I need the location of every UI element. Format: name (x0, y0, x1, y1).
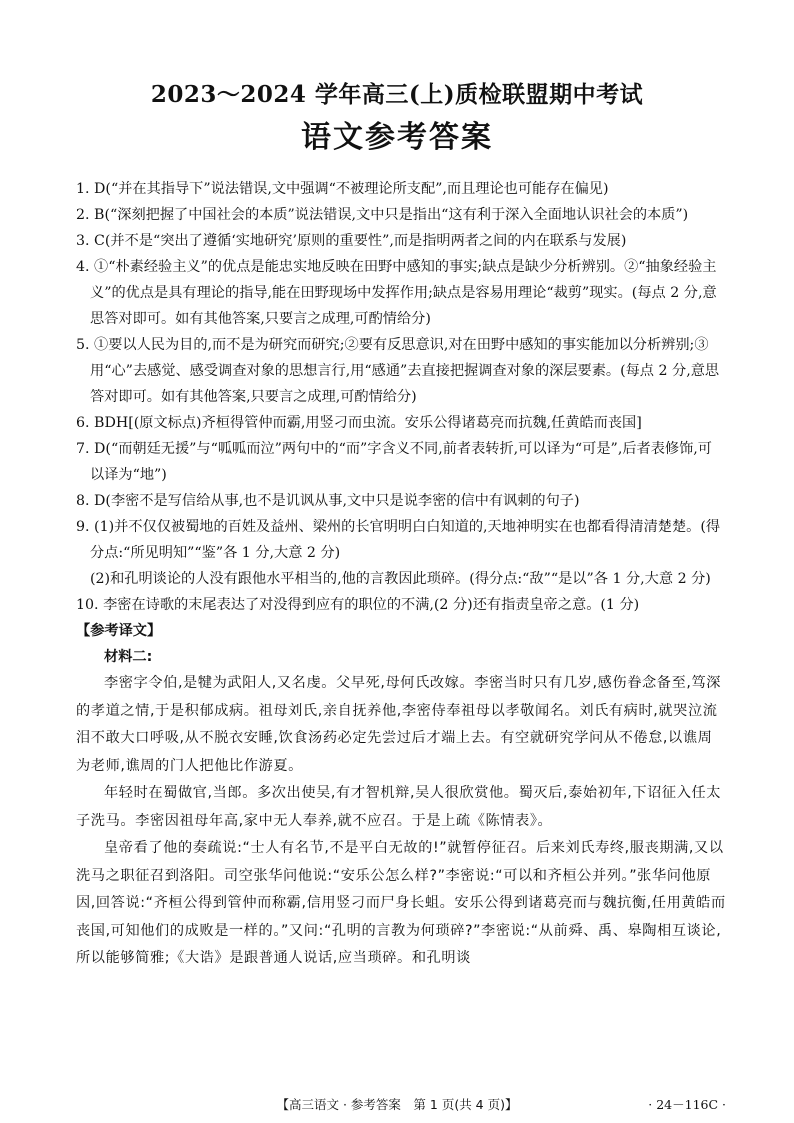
exam-title: 2023～2024 学年高三(上)质检联盟期中考试 (150, 81, 644, 108)
footer-code: · 24－116C · (648, 1097, 726, 1112)
answer-item-9-2: (2)和孔明谈论的人没有跟他水平相当的,他的言教因此琐碎。(得分点:“敌”“是以”各 1 分,大意 2 分) (90, 571, 711, 587)
answer-item-5: 5. ①要以人民为目的,而不是为研究而研究;②要有反思意识,对在田野中感知的事实能加以分析辨别;③用“心”去感觉、感受调查对象的思想言行,用“感通”去直接把握调查对象的深层要素。(每点 2 分,意思答对即可。如有其他答案,只要言之成理,可酌情给分) (76, 337, 720, 405)
reference-translation-heading: 【参考译文】 (76, 623, 162, 639)
answer-item-8: 8. D(李密不是写信给从事,也不是讥讽从事,文中只是说李密的信中有讽刺的句子) (76, 493, 580, 509)
answer-item-9-1: 9. (1)并不仅仅被蜀地的百姓及益州、梁州的长官明明白白知道的,天地神明实在也都看得清清楚楚。(得分点:“所见明知”“鉴”各 1 分,大意 2 分) (76, 519, 721, 561)
answer-item-10: 10. 李密在诗歌的末尾表达了对没得到应有的职位的不满,(2 分)还有指责皇帝之意。(1 分) (76, 597, 640, 613)
answer-body (76, 176, 726, 973)
answer-item-3: 3. C(并不是“突出了遵循‘实地研究’原则的重要性”,而是指明两者之间的内在联系与发展) (76, 233, 627, 249)
answer-item-1: 1. D(“并在其指导下”说法错误,文中强调“不被理论所支配”,而且理论也可能存在偏见) (76, 181, 609, 197)
translation-paragraph-3: 皇帝看了他的奏疏说:“士人有名节,不是平白无故的!”就暂停征召。后来刘氏寿终,服丧期满,又以洗马之职征召到洛阳。司空张华问他说:“安乐公怎么样?”李密说:“可以和齐桓公并列。”张华问他原因,回答说:“齐桓公得到管仲而称霸,信用竖刁而尸身长蛆。安乐公得到诸葛亮而与魏抗衡,任用黄皓而丧国,可知他们的成败是一样的。”又问:“孔明的言教为何琐碎?”李密说:“从前舜、禹、皋陶相互谈论,所以能够简雅;《大诰》是跟普通人说话,应当琐碎。和孔明谈 (76, 840, 726, 966)
answer-item-2: 2. B(“深刻把握了中国社会的本质”说法错误,文中只是指出“这有利于深入全面地认识社会的本质”) (76, 207, 689, 223)
footer-page-info: 【高三语文 · 参考答案 第 1 页(共 4 页)】 (276, 1097, 518, 1112)
translation-paragraph-1: 李密字令伯,是犍为武阳人,又名虔。父早死,母何氏改嫁。李密当时只有几岁,感伤眷念备至,笃深的孝道之情,于是积郁成病。祖母刘氏,亲自抚养他,李密侍奉祖母以孝敬闻名。刘氏有病时,就哭泣流泪不敢大口呼吸,从不脱衣安睡,饮食汤药必定先尝过后才端上去。有空就研究学问从不倦怠,以谯周为老师,谯周的门人把他比作游夏。 (76, 675, 722, 774)
document-subtitle: 语文参考答案 (301, 120, 493, 155)
answer-item-7: 7. D(“而朝廷无援”与“呱呱而泣”两句中的“而”字含义不同,前者表转折,可以译为“可是”,后者表修饰,可以译为“地”) (76, 441, 712, 483)
translation-paragraph-2: 年轻时在蜀做官,当郎。多次出使吴,有才智机辩,吴人很欣赏他。蜀灭后,泰始初年,下诏征入任太子洗马。李密因祖母年高,家中无人奉养,就不应召。于是上疏《陈情表》。 (76, 785, 722, 829)
answer-item-6: 6. BDH[(原文标点)齐桓得管仲而霸,用竖刁而虫流。安乐公得诸葛亮而抗魏,任黄皓而丧国] (76, 415, 642, 431)
answer-item-4: 4. ①“朴素经验主义”的优点是能忠实地反映在田野中感知的事实;缺点是缺少分析辨别。②“抽象经验主义”的优点是具有理论的指导,能在田野现场中发挥作用;缺点是容易用理论“裁剪”现实。(每点 2 分,意思答对即可。如有其他答案,只要言之成理,可酌情给分) (76, 259, 717, 327)
material-heading: 材料二: (104, 649, 153, 665)
